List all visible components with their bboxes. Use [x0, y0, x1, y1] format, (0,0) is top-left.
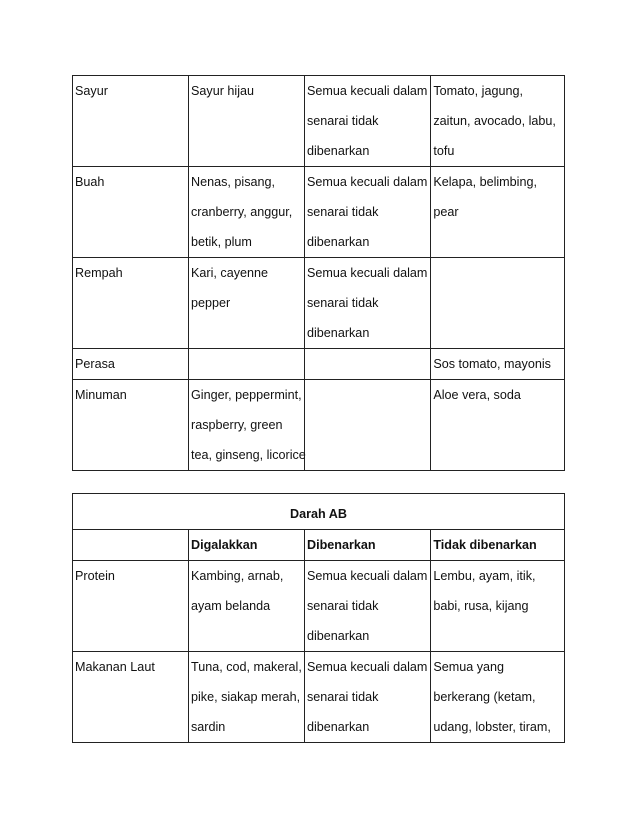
- cell-line: Sayur hijau: [191, 84, 255, 98]
- dibenarkan-cell: [305, 167, 431, 258]
- digalakkan-cell: [188, 652, 304, 743]
- tidak-cell: [431, 561, 565, 652]
- cell-line: cranberry, anggur,: [191, 205, 293, 219]
- tidak-cell: [431, 258, 565, 349]
- cell-line: Sos tomato, mayonis: [433, 357, 551, 371]
- column-header-digalakkan: Digalakkan: [188, 530, 304, 561]
- table-row: [73, 380, 565, 471]
- category-cell: [73, 167, 189, 258]
- cell-line: Semua kecuali dalam: [306, 569, 428, 583]
- category-cell: [73, 258, 189, 349]
- cell-line: Semua kecuali dalam: [307, 266, 428, 280]
- cell-line: Semua kecuali dalam: [306, 660, 428, 674]
- cell-line: Lembu, ayam, itik,: [433, 569, 536, 583]
- cell-line: Nenas, pisang,: [191, 175, 276, 189]
- cell-line: Kari, cayenne: [191, 266, 269, 280]
- cell-line: dibenarkan: [306, 720, 370, 734]
- category-label: Makanan Laut: [75, 660, 155, 674]
- category-label: Sayur: [75, 84, 108, 98]
- cell-line: Kelapa, belimbing,: [433, 175, 537, 189]
- digalakkan-cell: [188, 561, 304, 652]
- tidak-cell: [431, 380, 565, 471]
- category-cell: [73, 349, 189, 380]
- dibenarkan-cell: [305, 76, 431, 167]
- cell-line: Ginger, peppermint,: [191, 388, 302, 402]
- category-label: Rempah: [75, 266, 123, 280]
- cell-line: dibenarkan: [307, 235, 370, 249]
- dibenarkan-cell: [304, 561, 430, 652]
- cell-line: ayam belanda: [190, 599, 271, 613]
- cell-line: tea, ginseng, licorice: [191, 448, 306, 462]
- category-label: Perasa: [75, 357, 115, 371]
- table-row: [73, 349, 565, 380]
- cell-line: pepper: [191, 296, 231, 310]
- digalakkan-cell: [189, 258, 305, 349]
- column-header-category: [73, 530, 189, 561]
- table-title: Darah AB: [73, 494, 565, 530]
- table-row: [73, 652, 565, 743]
- diet-table-continued: [72, 75, 565, 471]
- dibenarkan-cell: [305, 258, 431, 349]
- table-row: [73, 258, 565, 349]
- cell-line: Semua kecuali dalam: [307, 84, 428, 98]
- cell-line: zaitun, avocado, labu,: [433, 114, 556, 128]
- cell-line: senarai tidak: [307, 205, 379, 219]
- cell-line: raspberry, green: [191, 418, 283, 432]
- cell-line: senarai tidak: [306, 599, 379, 613]
- column-header-tidak-dibenarkan: Tidak dibenarkan: [431, 530, 565, 561]
- dibenarkan-cell: [305, 349, 431, 380]
- diet-table-blood-ab: [72, 493, 565, 743]
- digalakkan-cell: [189, 349, 305, 380]
- table-row: [73, 561, 565, 652]
- digalakkan-cell: [189, 167, 305, 258]
- tidak-cell: [431, 167, 565, 258]
- cell-line: Tuna, cod, makeral,: [190, 660, 302, 674]
- cell-line: Kambing, arnab,: [190, 569, 284, 583]
- table-row: [73, 167, 565, 258]
- cell-line: Aloe vera, soda: [433, 388, 521, 402]
- cell-line: senarai tidak: [306, 690, 379, 704]
- cell-line: sardin: [190, 720, 226, 734]
- tidak-cell: [431, 76, 565, 167]
- cell-line: pike, siakap merah,: [190, 690, 301, 704]
- category-cell: [73, 652, 189, 743]
- column-header-row: [73, 530, 565, 561]
- table-row: [73, 76, 565, 167]
- cell-line: pear: [433, 205, 459, 219]
- dibenarkan-cell: [305, 380, 431, 471]
- cell-line: berkerang (ketam,: [433, 690, 536, 704]
- category-cell: [73, 561, 189, 652]
- cell-line: dibenarkan: [307, 326, 370, 340]
- category-cell: [73, 380, 189, 471]
- cell-line: betik, plum: [191, 235, 252, 249]
- tidak-cell: [431, 349, 565, 380]
- cell-line: senarai tidak: [307, 296, 379, 310]
- tidak-cell: [431, 652, 565, 743]
- cell-line: senarai tidak: [307, 114, 379, 128]
- cell-line: Semua yang: [433, 660, 505, 674]
- cell-line: udang, lobster, tiram,: [433, 720, 551, 734]
- category-cell: [73, 76, 189, 167]
- cell-line: dibenarkan: [306, 629, 370, 643]
- cell-line: dibenarkan: [307, 144, 370, 158]
- cell-line: tofu: [433, 144, 455, 158]
- category-label: Minuman: [75, 388, 127, 402]
- column-header-dibenarkan: Dibenarkan: [304, 530, 430, 561]
- dibenarkan-cell: [304, 652, 430, 743]
- category-label: Buah: [75, 175, 105, 189]
- digalakkan-cell: [189, 380, 305, 471]
- table-title-row: [73, 494, 565, 530]
- category-label: Protein: [75, 569, 115, 583]
- cell-line: Semua kecuali dalam: [307, 175, 428, 189]
- cell-line: Tomato, jagung,: [433, 84, 523, 98]
- digalakkan-cell: [189, 76, 305, 167]
- cell-line: babi, rusa, kijang: [433, 599, 529, 613]
